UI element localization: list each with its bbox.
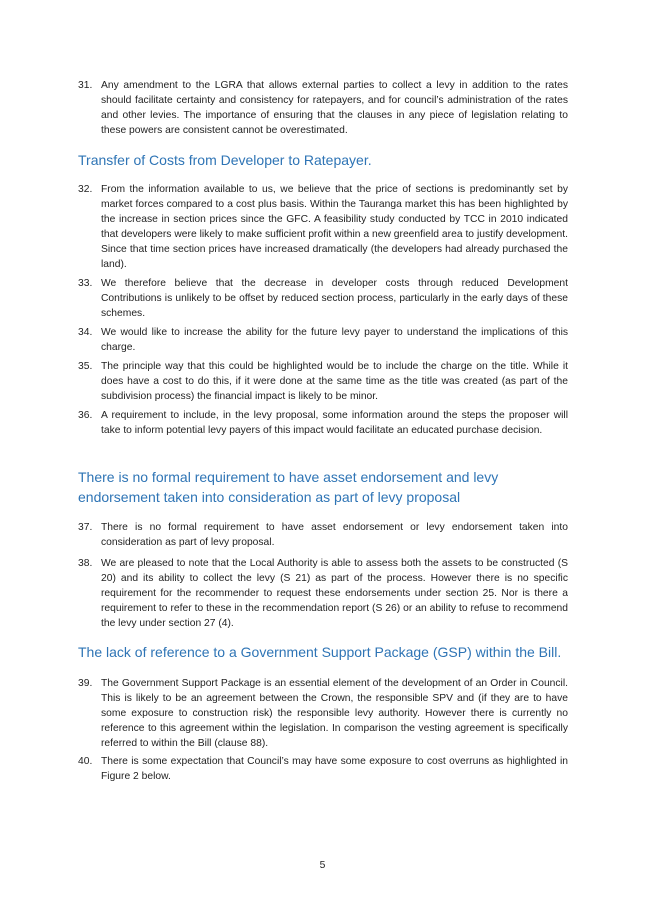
paragraph-text: A requirement to include, in the levy proposal, some information around the steps the proposer will take to inform potential levy payers of this impact would facilitate an educated purchase decision. [101, 410, 568, 436]
paragraph-32 [78, 182, 568, 272]
paragraph-37 [78, 520, 568, 550]
paragraph-text: The principle way that this could be highlighted would be to include the charge on the title. While it does have a cost to do this, if it were done at the same time as the title was created (as part of the subdivision process) the financial impact is likely to be minor. [101, 361, 568, 402]
paragraph-number: 37. [78, 522, 93, 533]
paragraph-number: 38. [78, 558, 93, 569]
paragraph-text: The Government Support Package is an essential element of the development of an Order in Council. This is likely to be an agreement between the Crown, the responsible SPV and (if they are to have some exposure to construction risk) the responsible levy authority. However there is currently no reference to this agreement within the legislation. In comparison the vesting agreement is specifically referred to within the Bill (clause 88). [101, 678, 568, 749]
paragraph-33 [78, 276, 568, 321]
paragraph-number: 32. [78, 184, 93, 195]
paragraph-40 [78, 754, 568, 784]
paragraph-number: 36. [78, 410, 93, 421]
paragraph-39 [78, 676, 568, 751]
paragraph-text: There is no formal requirement to have asset endorsement or levy endorsement taken into consideration as part of levy proposal. [101, 522, 568, 548]
paragraph-text: We are pleased to note that the Local Authority is able to assess both the assets to be constructed (S 20) and its ability to collect the levy (S 21) as part of the process. However there is no specific requirement for the recommender to request these endorsements under section 25. Nor is there a requirement to refer to these in the recommendation report (S 26) or an ability to refuse to recommend the levy under section 27 (4). [101, 558, 568, 629]
paragraph-36 [78, 408, 568, 438]
paragraph-text: There is some expectation that Council’s may have some exposure to cost overruns as highlighted in Figure 2 below. [101, 756, 568, 782]
paragraph-38 [78, 556, 568, 631]
paragraph-number: 35. [78, 361, 93, 372]
paragraph-34 [78, 325, 568, 355]
section-heading-formal-requirement: There is no formal requirement to have asset endorsement and levy endorsement taken into consideration as part of levy proposal [78, 469, 499, 505]
paragraph-number: 39. [78, 678, 93, 689]
paragraph-35 [78, 359, 568, 404]
paragraph-text: From the information available to us, we believe that the price of sections is predominantly set by market forces compared to a cost plus basis. Within the Tauranga market this has been highlighted by the increase in section prices since the GFC. A feasibility study conducted by TCC in 2010 indicated that developers were likely to make sufficient profit within a new greenfield area to justify development. Since that time section prices have increased dramatically (the developers had already purchased the land). [101, 184, 568, 270]
paragraph-31 [78, 78, 568, 138]
paragraph-number: 40. [78, 756, 93, 767]
paragraph-number: 31. [78, 80, 93, 91]
section-heading-gsp: The lack of reference to a Government Support Package (GSP) within the Bill. [78, 644, 562, 660]
paragraph-number: 34. [78, 327, 93, 338]
paragraph-number: 33. [78, 278, 93, 289]
paragraph-text: Any amendment to the LGRA that allows external parties to collect a levy in addition to the rates should facilitate certainty and consistency for ratepayers, and for council’s administration of the rates and other levies. The importance of ensuring that the clauses in any piece of legislation relating to these powers are consistent cannot be overestimated. [101, 80, 568, 136]
page-number: 5 [319, 860, 326, 871]
paragraph-text: We therefore believe that the decrease in developer costs through reduced Development Contributions is unlikely to be offset by reduced section process, particularly in the early days of these schemes. [101, 278, 568, 319]
paragraph-text: We would like to increase the ability for the future levy payer to understand the implications of this charge. [101, 327, 568, 353]
section-heading-transfer-of-costs: Transfer of Costs from Developer to Ratepayer. [78, 152, 372, 168]
